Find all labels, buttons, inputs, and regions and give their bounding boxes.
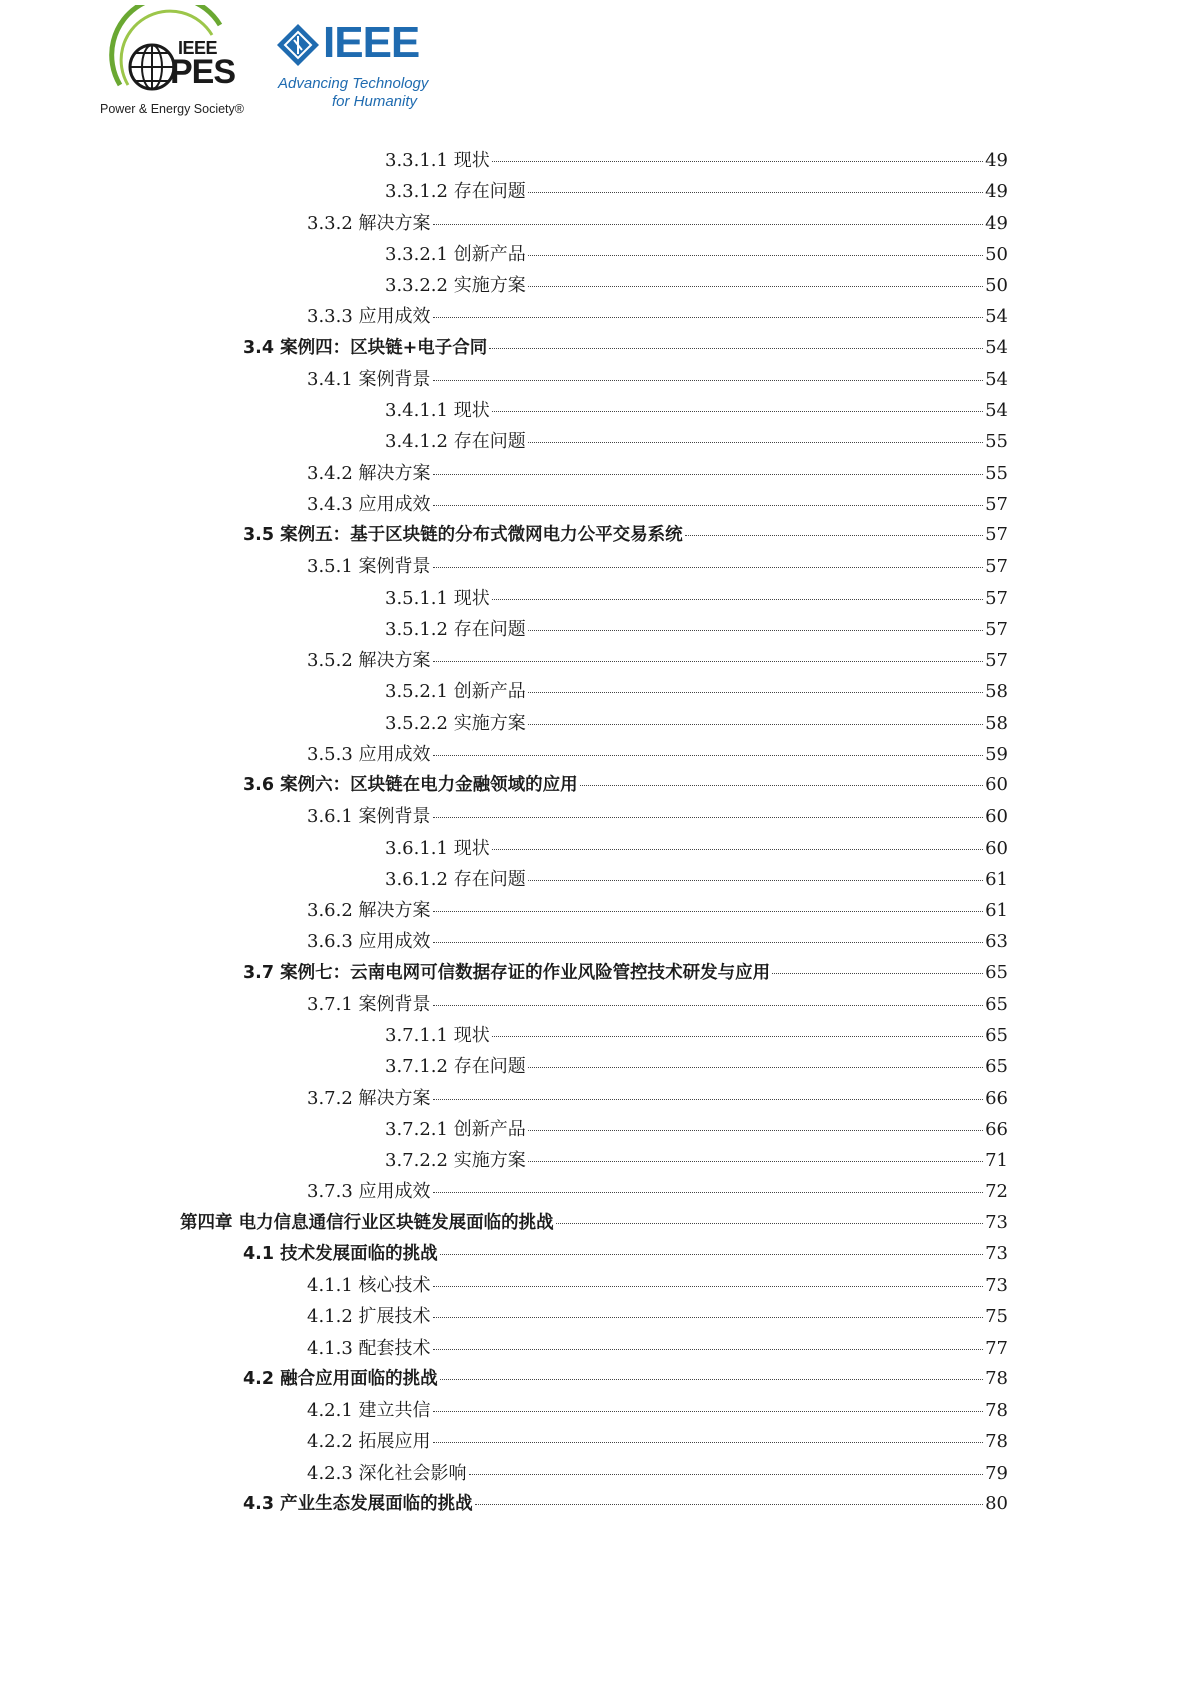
toc-entry-page: 60	[985, 837, 1008, 859]
toc-entry[interactable]	[307, 646, 1008, 676]
toc-entry[interactable]	[385, 1052, 1008, 1082]
toc-entry-title: 3.6 案例六：区块链在电力金融领域的应用	[243, 775, 578, 795]
toc-dot-leader	[433, 1286, 984, 1287]
toc-entry[interactable]	[385, 146, 1008, 176]
toc-entry[interactable]	[385, 677, 1008, 707]
toc-entry-title: 4.1.1 核心技术	[307, 1275, 431, 1296]
toc-entry-page: 57	[985, 618, 1008, 640]
ieee-diamond-icon	[275, 22, 321, 72]
toc-entry-title: 4.1.3 配套技术	[307, 1337, 431, 1359]
toc-entry-title: 3.5.2.1 创新产品	[385, 681, 526, 703]
toc-dot-leader	[492, 599, 983, 600]
toc-entry-title: 3.7.1.1 现状	[385, 1025, 490, 1046]
toc-dot-leader	[433, 1099, 984, 1100]
toc-entry[interactable]	[385, 427, 1008, 457]
toc-entry-page: 57	[985, 524, 1008, 545]
toc-entry-page: 77	[985, 1337, 1008, 1359]
toc-dot-leader	[433, 1411, 984, 1412]
pes-logo-society: Power & Energy Society®	[100, 102, 244, 116]
toc-entry-page: 49	[985, 181, 1008, 203]
toc-entry[interactable]	[243, 959, 1008, 989]
ieee-wordmark: IEEE	[323, 18, 420, 67]
toc-entry[interactable]	[243, 1365, 1008, 1395]
toc-entry-title: 3.5 案例五：基于区块链的分布式微网电力公平交易系统	[243, 525, 683, 545]
toc-entry-page: 50	[985, 243, 1008, 265]
ieee-logo	[275, 18, 445, 117]
toc-entry[interactable]	[385, 584, 1008, 614]
toc-entry-page: 55	[985, 462, 1008, 484]
toc-entry-title: 3.5.1.1 现状	[385, 587, 490, 609]
toc-entry-page: 60	[985, 806, 1008, 828]
toc-entry-title: 3.3.2.1 创新产品	[385, 243, 526, 265]
ieee-tagline-2: for Humanity	[332, 93, 418, 110]
toc-entry-title: 3.7.1.2 存在问题	[385, 1056, 526, 1078]
toc-entry-title: 3.6.3 应用成效	[307, 931, 431, 953]
toc-entry-title: 4.2.2 拓展应用	[307, 1431, 431, 1453]
toc-entry-title: 3.4.1.2 存在问题	[385, 431, 526, 453]
toc-dot-leader	[528, 192, 983, 193]
toc-entry[interactable]	[307, 927, 1008, 957]
toc-entry[interactable]	[243, 1240, 1008, 1270]
toc-dot-leader	[580, 785, 984, 786]
toc-entry-page: 49	[985, 212, 1008, 234]
toc-dot-leader	[528, 724, 983, 725]
toc-entry[interactable]	[180, 1209, 1008, 1239]
pes-logo-ieee: IEEE	[178, 38, 218, 58]
toc-entry[interactable]	[385, 396, 1008, 426]
toc-entry-page: 73	[985, 1275, 1008, 1296]
toc-dot-leader	[528, 255, 983, 256]
toc-entry[interactable]	[307, 552, 1008, 582]
toc-entry-page: 60	[985, 774, 1008, 795]
toc-entry[interactable]	[307, 459, 1008, 489]
toc-entry[interactable]	[385, 271, 1008, 301]
toc-dot-leader	[433, 942, 984, 943]
toc-entry-page: 54	[985, 368, 1008, 390]
page-header	[0, 0, 1190, 125]
toc-entry-page: 57	[985, 650, 1008, 671]
toc-entry-title: 4.2 融合应用面临的挑战	[243, 1368, 438, 1389]
toc-entry[interactable]	[307, 1302, 1008, 1332]
toc-entry-title: 3.4 案例四：区块链+电子合同	[243, 337, 488, 358]
toc-dot-leader	[440, 1254, 984, 1255]
toc-entry-title: 3.3.3 应用成效	[307, 306, 431, 328]
toc-entry[interactable]	[243, 521, 1008, 551]
toc-dot-leader	[528, 442, 983, 443]
toc-entry-page: 78	[985, 1431, 1008, 1453]
toc-entry-title: 3.3.1.1 现状	[385, 150, 490, 171]
toc-entry-page: 78	[985, 1400, 1008, 1421]
toc-entry-title: 4.2.1 建立共信	[307, 1400, 431, 1421]
toc-dot-leader	[433, 1005, 984, 1006]
toc-entry-title: 3.3.2 解决方案	[307, 212, 431, 234]
toc-entry-page: 58	[985, 712, 1008, 734]
toc-entry[interactable]	[307, 802, 1008, 832]
toc-entry-page: 58	[985, 681, 1008, 703]
toc-entry-title: 3.7.3 应用成效	[307, 1181, 431, 1203]
toc-entry[interactable]	[307, 1177, 1008, 1207]
toc-entry-page: 61	[985, 900, 1008, 921]
toc-entry-page: 50	[985, 275, 1008, 296]
toc-entry[interactable]	[243, 771, 1008, 801]
toc-dot-leader	[528, 286, 983, 287]
toc-dot-leader	[433, 755, 984, 756]
toc-entry[interactable]	[307, 302, 1008, 332]
toc-entry[interactable]	[385, 1146, 1008, 1176]
toc-entry-page: 57	[985, 493, 1008, 515]
toc-entry-page: 54	[985, 306, 1008, 328]
toc-entry-title: 4.1.2 扩展技术	[307, 1306, 431, 1328]
toc-dot-leader	[433, 1317, 984, 1318]
toc-dot-leader	[433, 1442, 984, 1443]
toc-dot-leader	[556, 1223, 984, 1224]
toc-dot-leader	[685, 535, 984, 536]
toc-entry-page: 75	[985, 1306, 1008, 1328]
toc-dot-leader	[528, 630, 983, 631]
toc-entry-page: 71	[985, 1150, 1008, 1171]
toc-entry-title: 3.5.2.2 实施方案	[385, 712, 526, 734]
toc-entry-title: 3.6.1.1 现状	[385, 837, 490, 859]
toc-entry-title: 3.5.3 应用成效	[307, 743, 431, 765]
toc-entry[interactable]	[385, 1115, 1008, 1145]
toc-entry[interactable]	[385, 240, 1008, 270]
toc-entry[interactable]	[307, 209, 1008, 239]
toc-entry[interactable]	[385, 834, 1008, 864]
toc-dot-leader	[475, 1504, 984, 1505]
toc-entry[interactable]	[243, 1490, 1008, 1520]
toc-entry[interactable]	[307, 1084, 1008, 1114]
toc-entry-page: 61	[985, 868, 1008, 890]
toc-dot-leader	[433, 911, 984, 912]
toc-entry-title: 3.6.1 案例背景	[307, 806, 431, 828]
toc-dot-leader	[433, 474, 984, 475]
toc-dot-leader	[433, 317, 984, 318]
ieee-pes-logo	[100, 5, 270, 120]
toc-entry[interactable]	[385, 709, 1008, 739]
toc-entry-page: 65	[985, 1025, 1008, 1046]
toc-dot-leader	[433, 661, 984, 662]
toc-dot-leader	[433, 1349, 984, 1350]
toc-entry[interactable]	[307, 990, 1008, 1020]
toc-entry-page: 54	[985, 400, 1008, 421]
toc-dot-leader	[469, 1474, 984, 1475]
toc-dot-leader	[433, 817, 984, 818]
toc-entry-page: 57	[985, 587, 1008, 609]
toc-entry[interactable]	[307, 1459, 1008, 1489]
toc-entry[interactable]	[307, 896, 1008, 926]
toc-entry-title: 4.2.3 深化社会影响	[307, 1462, 467, 1484]
toc-entry[interactable]	[307, 740, 1008, 770]
toc-dot-leader	[528, 692, 983, 693]
toc-entry-page: 63	[985, 931, 1008, 953]
toc-dot-leader	[433, 1192, 984, 1193]
toc-entry[interactable]	[385, 177, 1008, 207]
toc-dot-leader	[433, 505, 984, 506]
toc-entry-title: 3.4.1 案例背景	[307, 368, 431, 390]
toc-entry-title: 3.7 案例七：云南电网可信数据存证的作业风险管控技术研发与应用	[243, 962, 771, 983]
toc-entry[interactable]	[307, 490, 1008, 520]
toc-entry-page: 80	[985, 1492, 1008, 1514]
toc-entry-page: 49	[985, 150, 1008, 171]
toc-entry-page: 78	[985, 1367, 1008, 1389]
toc-entry-page: 57	[985, 556, 1008, 578]
toc-dot-leader	[492, 1036, 983, 1037]
toc-dot-leader	[528, 1067, 983, 1068]
toc-dot-leader	[433, 380, 984, 381]
toc-entry-title: 4.1 技术发展面临的挑战	[243, 1243, 438, 1264]
toc-entry-title: 3.3.1.2 存在问题	[385, 181, 526, 203]
toc-entry-title: 4.3 产业生态发展面临的挑战	[243, 1493, 473, 1514]
toc-dot-leader	[489, 348, 983, 349]
toc-entry-page: 55	[985, 431, 1008, 453]
toc-entry-title: 3.3.2.2 实施方案	[385, 275, 526, 296]
toc-entry-page: 66	[985, 1087, 1008, 1109]
toc-entry-title: 3.4.2 解决方案	[307, 462, 431, 484]
toc-entry-page: 65	[985, 961, 1008, 983]
toc-dot-leader	[772, 973, 983, 974]
toc-entry-page: 59	[985, 743, 1008, 765]
toc-dot-leader	[440, 1379, 984, 1380]
toc-entry-title: 3.6.1.2 存在问题	[385, 868, 526, 890]
toc-entry-title: 第四章 电力信息通信行业区块链发展面临的挑战	[180, 1212, 554, 1233]
toc-dot-leader	[433, 224, 984, 225]
toc-entry[interactable]	[385, 865, 1008, 895]
toc-entry-page: 65	[985, 993, 1008, 1015]
toc-entry-page: 66	[985, 1118, 1008, 1140]
ieee-tagline-1: Advancing Technology	[278, 75, 429, 92]
toc-entry-title: 3.4.3 应用成效	[307, 493, 431, 515]
toc-entry[interactable]	[307, 1427, 1008, 1457]
toc-entry-page: 54	[985, 336, 1008, 358]
toc-entry[interactable]	[307, 365, 1008, 395]
toc-entry-title: 3.7.2 解决方案	[307, 1087, 431, 1109]
toc-dot-leader	[492, 849, 983, 850]
toc-entry[interactable]	[243, 334, 1008, 364]
toc-entry-title: 3.6.2 解决方案	[307, 900, 431, 921]
toc-dot-leader	[528, 1130, 983, 1131]
toc-entry-title: 3.5.1 案例背景	[307, 556, 431, 578]
toc-dot-leader	[492, 411, 983, 412]
toc-entry-page: 79	[985, 1462, 1008, 1484]
toc-dot-leader	[492, 161, 983, 162]
toc-entry-page: 73	[985, 1242, 1008, 1264]
toc-entry[interactable]	[385, 615, 1008, 645]
toc-entry-title: 3.7.2.1 创新产品	[385, 1118, 526, 1140]
toc-dot-leader	[433, 567, 984, 568]
toc-entry-page: 65	[985, 1056, 1008, 1078]
pes-logo-pes: PES	[170, 53, 236, 91]
toc-entry-title: 3.5.2 解决方案	[307, 650, 431, 671]
toc-entry[interactable]	[307, 1271, 1008, 1301]
toc-dot-leader	[528, 880, 983, 881]
toc-entry-title: 3.5.1.2 存在问题	[385, 618, 526, 640]
toc-entry[interactable]	[307, 1334, 1008, 1364]
toc-entry-page: 73	[985, 1211, 1008, 1233]
toc-entry-title: 3.4.1.1 现状	[385, 400, 490, 421]
toc-entry[interactable]	[385, 1021, 1008, 1051]
toc-entry-title: 3.7.2.2 实施方案	[385, 1150, 526, 1171]
toc-entry-page: 72	[985, 1181, 1008, 1203]
toc-entry-title: 3.7.1 案例背景	[307, 993, 431, 1015]
toc-dot-leader	[528, 1161, 983, 1162]
toc-entry[interactable]	[307, 1396, 1008, 1426]
